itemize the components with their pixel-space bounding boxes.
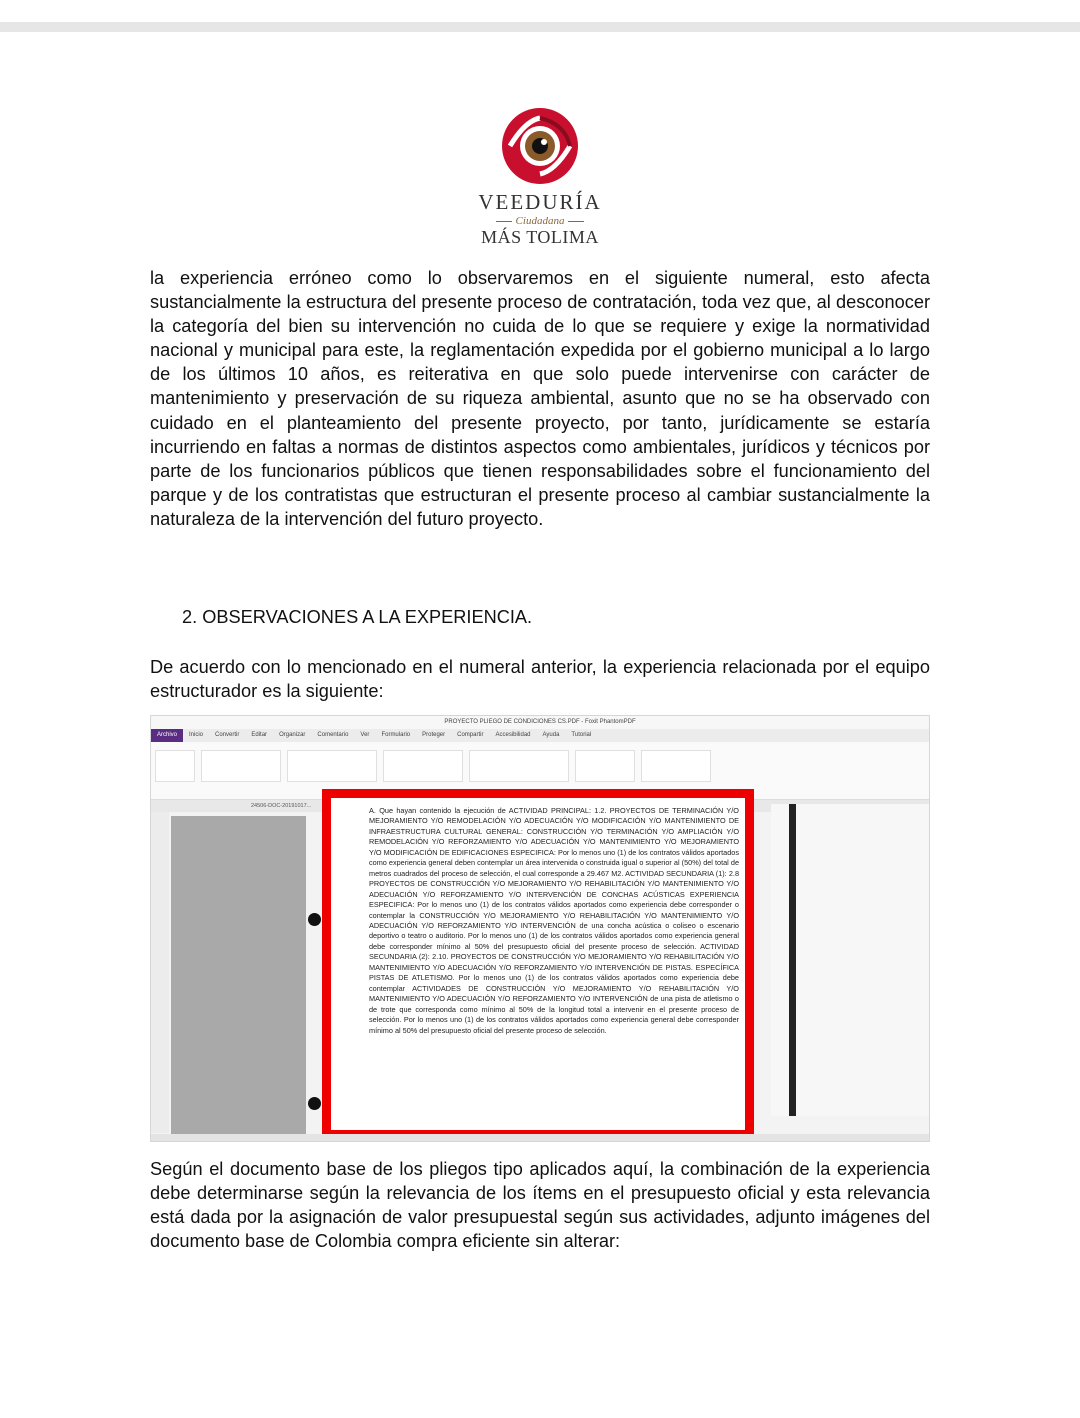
ribbon-group xyxy=(201,750,281,782)
menu-item: Convertir xyxy=(215,732,240,738)
eye-logo-icon xyxy=(500,106,580,186)
bullet-dot xyxy=(308,913,321,926)
screenshot-dark-strip xyxy=(789,804,796,1116)
paragraph-1: la experiencia erróneo como lo observaremos en el siguiente numeral, esto afecta sustancialmente la estructura del presente proceso de contratación, toda vez que, al desconocer la categoría del bien su intervención no cuida de lo que se requiere y exige la normatividad nacional y municipal para este, la reglamentación expedida por el gobierno municipal a lo largo de los últimos 10 años, es reiterativa en que solo puede intervenirse con carácter de mantenimiento y preservación de su riqueza ambiental, asunto que no se ha observado con cuidado en el planteamiento del presente proyecto, por tanto, jurídicamente se estaría incurriendo en faltas a normas de distintos aspectos como ambientales, jurídicos y técnicos por parte de los funcionarios públicos que tienen responsabilidades sobre el funcionamiento del parque y de los contratistas que estructuran el presente proceso al cambiar sustancialmente la naturaleza de la intervención del futuro proyecto. xyxy=(150,268,930,529)
logo-name: MÁS TOLIMA xyxy=(481,227,599,247)
menu-item: Organizar xyxy=(279,732,306,738)
doc-tab-label: 24506-DOC-20191017... xyxy=(251,803,312,809)
veeduria-logo xyxy=(470,106,610,248)
top-scroll-bar xyxy=(0,22,1080,32)
ribbon-group xyxy=(383,750,463,782)
paragraph-3: Según el documento base de los pliegos tipo aplicados aquí, la combinación de la experiencia debe determinarse según la relevancia de los ítems en el presupuesto oficial y esta relevancia está dada por la asignación de valor presupuestal según sus actividades, adjunto imágenes del documento base de Colombia compra eficiente sin alterar: xyxy=(150,1159,930,1252)
section-heading: 2. OBSERVACIONES A LA EXPERIENCIA. xyxy=(182,607,533,627)
menu-item: Comentario xyxy=(317,732,349,738)
menu-item: Accesibilidad xyxy=(495,732,531,738)
highlighted-requirement-box xyxy=(322,789,754,1139)
screenshot-window-title: PROYECTO PLIEGO DE CONDICIONES CS.PDF - Foxit PhantomPDF xyxy=(151,716,929,729)
screenshot-menu-bar xyxy=(151,729,929,742)
menu-item: Inicio xyxy=(189,732,204,738)
ribbon-group xyxy=(155,750,195,782)
menu-item: Compartir xyxy=(457,732,484,738)
requirement-text: A. Que hayan contenido la ejecución de ACTIVIDAD PRINCIPAL: 1.2. PROYECTOS DE TERMINACIÓN Y/O MEJORAMIENTO Y/O REMODELACIÓN Y/O ADECUACIÓN Y/O MODIFICACIÓN Y/O MANTENIMIENTO DE INFRAESTRUCTURA CULTURAL GENERAL: CONSTRUCCIÓN Y/O TERMINACIÓN Y/O AMPLIACIÓN Y/O REMODELACIÓN Y/O REFORZAMIENTO Y/O ADECUACIÓN Y/O MANTENIMIENTO Y/O MEJORAMIENTO Y/O MODIFICACIÓN DE EDIFICACIONES ESPECIFICA: Por lo menos uno (1) de los contratos válidos aportados como experiencia general deben contemplar un área intervenida o construida igual o superior al (50%) del total de metros cuadrados del proceso de selección, el cual corresponde a 29.467 M2. ACTIVIDAD SECUNDARIA (1): 2.8 PROYECTOS DE CONSTRUCCIÓN Y/O MEJORAMIENTO Y/O REHABILITACIÓN Y/O MANTENIMIENTO Y/O ADECUACIÓN Y/O REFORZAMIENTO Y/O INTERVENCIÓN DE CONCHAS ACÚSTICAS EXPERIENCIA ESPECIFICA: Por lo menos uno (1) de los contratos válidos aportados como experiencia debe corresponder o contemplar la CONSTRUCCIÓN Y/O MEJORAMIENTO Y/O REHABILITACIÓN Y/O MANTENIMIENTO Y/O ADECUACIÓN Y/O REFORZAMIENTO Y/O INTERVENCIÓN de una concha acústica o coliseo o escenario deportivo o teatro o auditorio. Por lo menos uno (1) de los contratos válidos aportados como experiencia general debe corresponder mínimo al 50% del presupuesto oficial del presente proceso de selección. ACTIVIDAD SECUNDARIA (2): 2.10. PROYECTOS DE CONSTRUCCIÓN Y/O MEJORAMIENTO Y/O REHABILITACIÓN Y/O MANTENIMIENTO Y/O ADECUACIÓN Y/O REFORZAMIENTO Y/O INTERVENCIÓN DE PISTAS. ESPECÍFICA PISTAS DE ATLETISMO. Por lo menos uno (1) de los contratos válidos aportados como experiencia debe contemplar ACTIVIDADES DE CONSTRUCCIÓN Y/O MEJORAMIENTO Y/O REHABILITACIÓN Y/O MANTENIMIENTO Y/O ADECUACIÓN Y/O REFORZAMIENTO Y/O INTERVENCIÓN de una pista de atletismo o de trote que corresponda como mínimo al 50% de la longitud total a intervenir en el presente proceso de selección. Por lo menos uno (1) de los contratos válidos aportados como experiencia general debe corresponder mínimo al 50% del presupuesto oficial del presente proceso de selección. xyxy=(369,806,739,1035)
menu-item: Ver xyxy=(360,732,370,738)
bullet-dot xyxy=(308,1097,321,1110)
logo-subtitle-text: Ciudadana xyxy=(515,215,565,227)
ribbon-group xyxy=(641,750,711,782)
menu-item: Editar xyxy=(251,732,268,738)
logo-subtitle xyxy=(470,215,610,227)
screenshot-status-bar xyxy=(151,1134,929,1142)
screenshot-gray-panel xyxy=(171,816,306,1134)
ribbon-group xyxy=(469,750,569,782)
ribbon-group xyxy=(575,750,635,782)
menu-item: Formulario xyxy=(381,732,411,738)
screenshot-side-toolbar xyxy=(151,812,169,1133)
menu-item: Proteger xyxy=(422,732,446,738)
ribbon-group xyxy=(287,750,377,782)
paragraph-2: De acuerdo con lo mencionado en el numeral anterior, la experiencia relacionada por el equipo estructurador es la siguiente: xyxy=(150,657,930,702)
menu-item: Archivo xyxy=(151,729,183,742)
embedded-pdf-screenshot xyxy=(150,715,930,1142)
logo-title: VEEDURÍA xyxy=(478,190,602,214)
menu-item: Ayuda xyxy=(542,732,560,738)
menu-item: Tutorial xyxy=(571,732,592,738)
